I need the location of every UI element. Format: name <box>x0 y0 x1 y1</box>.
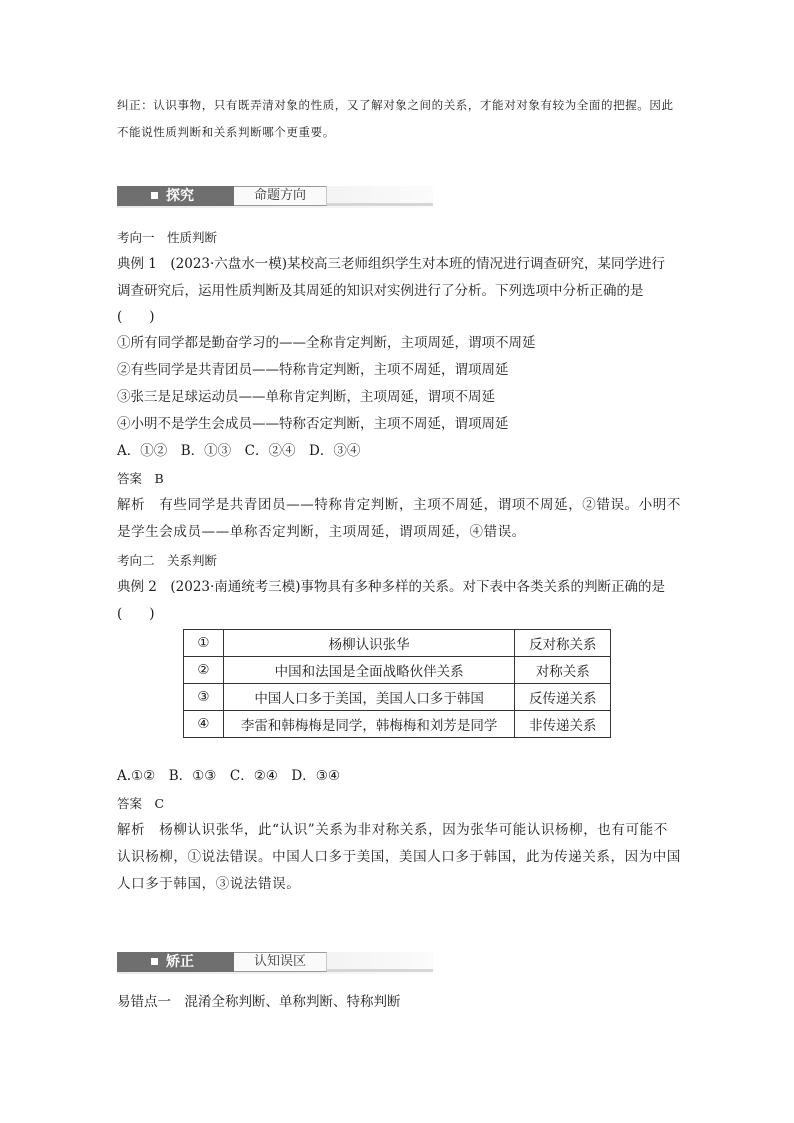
analysis: 解析 有些同学是共青团员——特称肯定判断，主项不周延，谓项不周延，②错误。小明不 <box>117 497 681 513</box>
table-row <box>184 684 611 711</box>
table-cell: ④ <box>184 711 224 738</box>
options: A.①② B．①③ C．②④ D．③④ <box>117 768 340 784</box>
square-icon <box>151 958 158 965</box>
list-item: ②有些同学是共青团员——特称肯定判断，主项不周延，谓项周延 <box>117 362 509 378</box>
table-cell: 对称关系 <box>515 657 611 684</box>
list-item: ③张三是足球运动员——单称肯定判断，主项周延，谓项不周延 <box>117 389 495 405</box>
section-divider <box>327 203 433 206</box>
section-header-explore <box>117 186 433 208</box>
list-item: ④小明不是学生会成员——特称否定判断，主项不周延，谓项周延 <box>117 416 509 432</box>
error-point-heading: 易错点一 混淆全称判断、单称判断、特称判断 <box>117 994 401 1010</box>
analysis: 人口多于韩国，③说法错误。 <box>117 876 301 892</box>
table-cell: ② <box>184 657 224 684</box>
section-header-correct <box>117 952 433 974</box>
table-row <box>184 657 611 684</box>
example-stem: 典例 1 (2023·六盘水一模)某校高三老师组织学生对本班的情况进行调查研究，某同学进行 <box>117 256 666 272</box>
answer: 答案 B <box>117 471 164 486</box>
table-cell: 反传递关系 <box>515 684 611 711</box>
relation-table <box>183 629 611 738</box>
table-cell: 杨柳认识张华 <box>223 630 515 657</box>
correction-text: 纠正：认识事物，只有既弄清对象的性质，又了解对象之间的关系，才能对对象有较为全面的把握。因此不能说性质判断和关系判断哪个更重要。 <box>117 98 674 139</box>
answer: 答案 C <box>117 796 165 811</box>
section-label: 认知误区 <box>234 952 327 972</box>
section-label: 命题方向 <box>234 186 327 206</box>
example-stem: 典例 2 (2023·南通统考三模)事物具有多种多样的关系。对下表中各类关系的判断正确的是 <box>117 579 666 595</box>
answer-paren: ( ) <box>117 309 155 325</box>
table-cell: ③ <box>184 684 224 711</box>
options: A．①② B．①③ C．②④ D．③④ <box>117 443 361 459</box>
table-cell: 中国和法国是全面战略伙伴关系 <box>223 657 515 684</box>
table-row <box>184 711 611 738</box>
answer-paren: ( ) <box>117 606 155 622</box>
square-icon <box>151 192 158 199</box>
table-cell: 非传递关系 <box>515 711 611 738</box>
direction-heading: 考向二 关系判断 <box>117 553 218 568</box>
direction-heading: 考向一 性质判断 <box>117 230 218 245</box>
table-cell: ① <box>184 630 224 657</box>
table-row <box>184 630 611 657</box>
example-stem: 调查研究后，运用性质判断及其周延的知识对实例进行了分析。下列选项中分析正确的是 <box>117 283 644 299</box>
table-cell: 李雷和韩梅梅是同学，韩梅梅和刘芳是同学 <box>223 711 515 738</box>
section-divider <box>327 969 433 972</box>
analysis: 认识杨柳，①说法错误。中国人口多于美国，美国人口多于韩国，此为传递关系，因为中国 <box>117 849 681 865</box>
analysis: 是学生会成员——单称否定判断，主项周延，谓项周延，④错误。 <box>117 524 526 540</box>
table-cell: 反对称关系 <box>515 630 611 657</box>
list-item: ①所有同学都是勤奋学习的——全称肯定判断，主项周延，谓项不周延 <box>117 335 536 351</box>
section-tag: 矫正 <box>166 954 194 970</box>
section-tag: 探究 <box>166 188 194 204</box>
analysis: 解析 杨柳认识张华，此“认识”关系为非对称关系，因为张华可能认识杨柳，也有可能不 <box>117 822 668 838</box>
table-cell: 中国人口多于美国，美国人口多于韩国 <box>223 684 515 711</box>
